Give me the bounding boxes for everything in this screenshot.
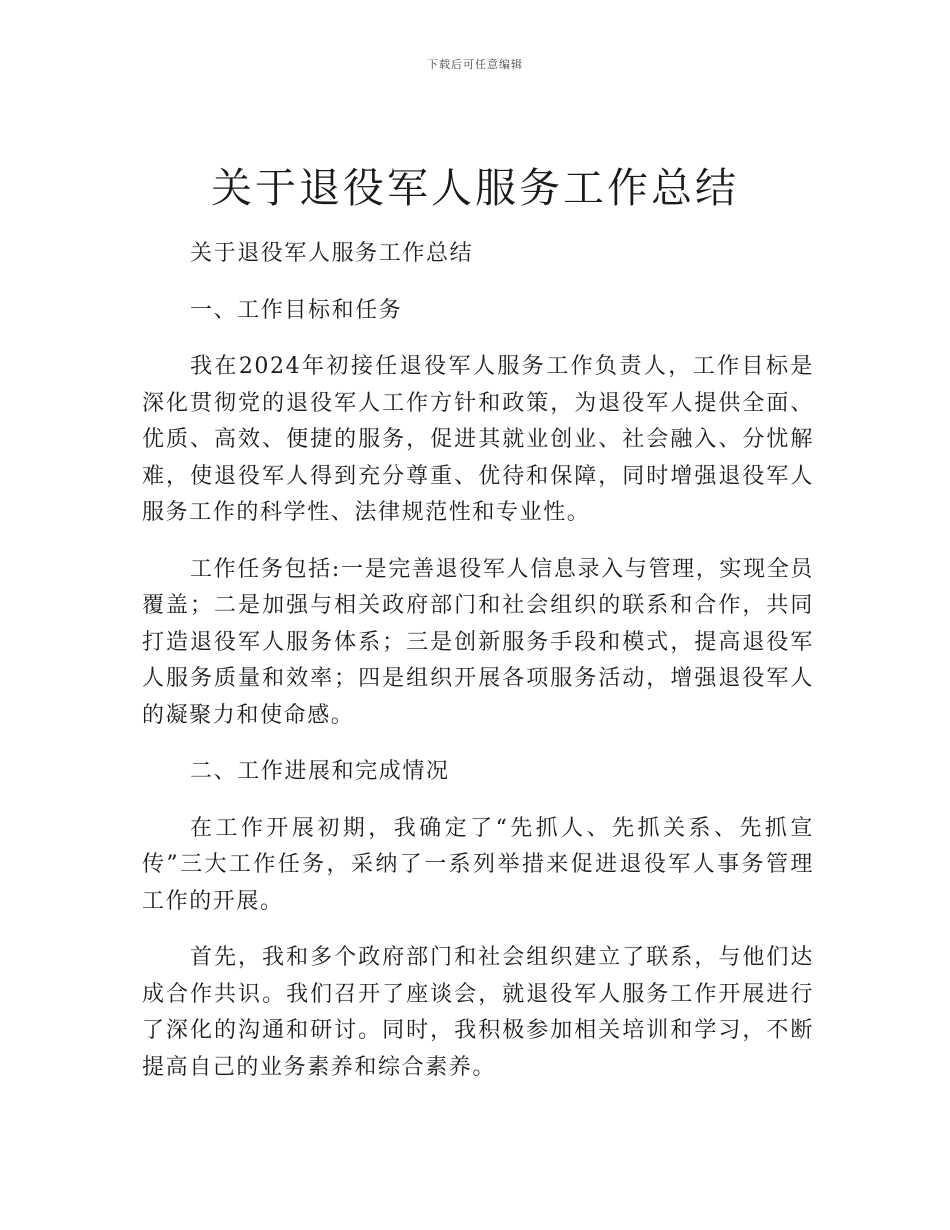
paragraph-initial-stage: 在工作开展初期，我确定了“先抓人、先抓关系、先抓宣传”三大工作任务，采纳了一系列举措来促进退役军人事务管理工作的开展。: [142, 815, 814, 914]
document-body: [142, 236, 814, 1106]
section-heading-goals: 一、工作目标和任务: [190, 297, 403, 323]
page-header-note: 下载后可任意编辑: [427, 58, 523, 71]
document-title: 关于退役军人服务工作总结: [211, 164, 739, 212]
section-heading-progress: 二、工作进展和完成情况: [190, 759, 450, 784]
paragraph-tasks: 工作任务包括:一是完善退役军人信息录入与管理，实现全员覆盖；二是加强与相关政府部门和社会组织的联系和合作，共同打造退役军人服务体系；三是创新服务手段和模式，提高退役军人服务质量和效率；四是组织开展各项服务活动，增强退役军人的凝聚力和使命感。: [142, 556, 814, 728]
paragraph-cooperation: 首先，我和多个政府部门和社会组织建立了联系，与他们达成合作共识。我们召开了座谈会，就退役军人服务工作开展进行了深化的沟通和研讨。同时，我积极参加相关培训和学习，不断提高自己的业务素养和综合素养。: [142, 945, 814, 1080]
paragraph-goals: 我在2024年初接任退役军人服务工作负责人，工作目标是深化贯彻党的退役军人工作方针和政策，为退役军人提供全面、优质、高效、便捷的服务，促进其就业创业、社会融入、分忧解难，使退役军人得到充分尊重、优待和保障，同时增强退役军人服务工作的科学性、法律规范性和专业性。: [142, 354, 814, 525]
document-subtitle: 关于退役军人服务工作总结: [190, 241, 474, 266]
